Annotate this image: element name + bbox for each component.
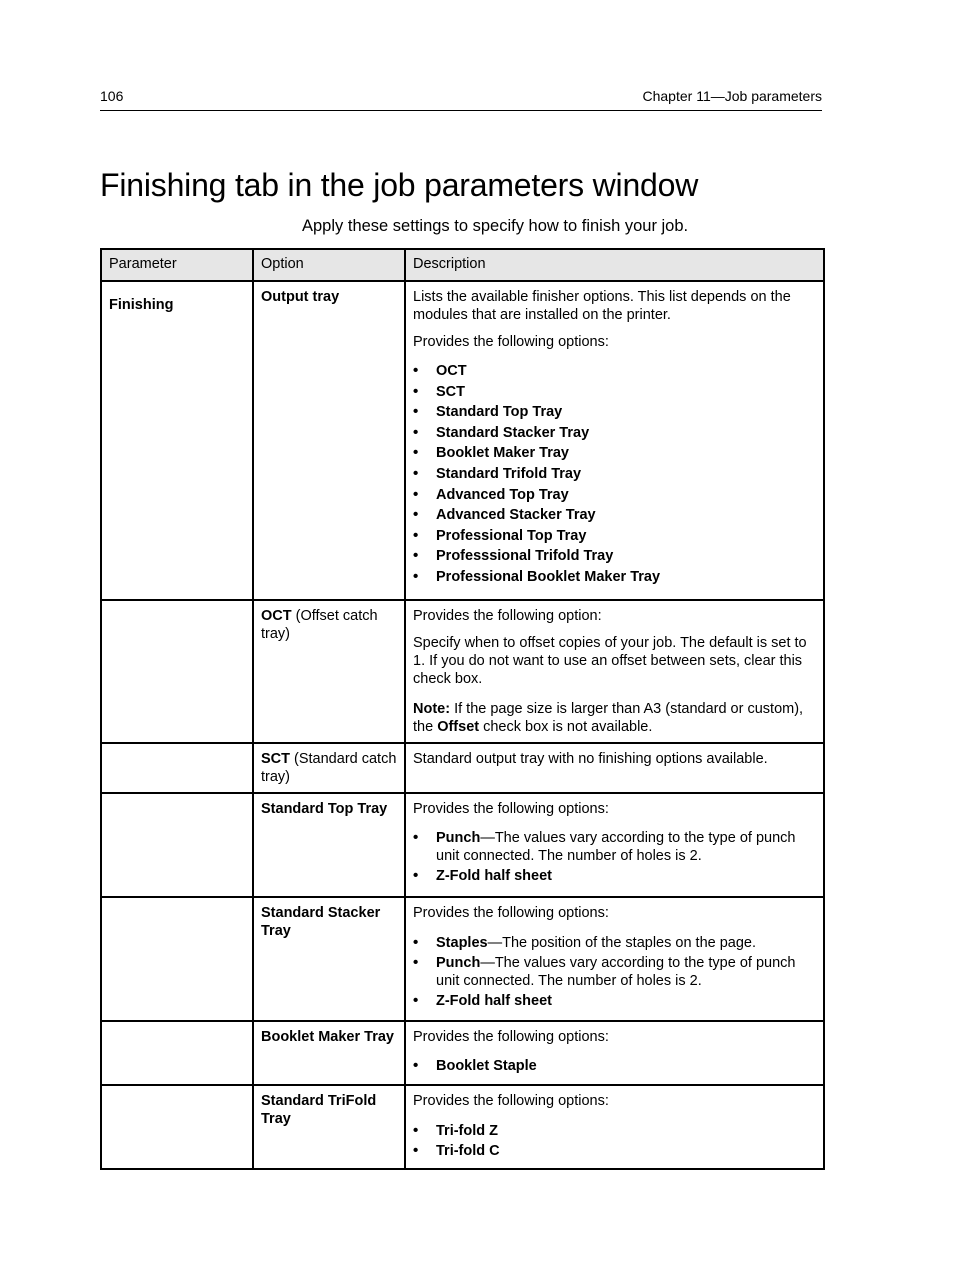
chapter-title: Chapter 11—Job parameters: [642, 88, 822, 104]
standard-top-list: [413, 829, 816, 885]
list-item: • Booklet Staple: [413, 1057, 816, 1075]
output-tray-list: [413, 362, 816, 586]
list-item: • Standard Trifold Tray: [413, 465, 816, 483]
parameter-cell: [101, 743, 253, 793]
description-text: Provides the following options:: [413, 1093, 609, 1109]
table-row: [101, 897, 824, 1021]
description-text: Provides the following options:: [413, 334, 609, 350]
description-cell: [405, 897, 824, 1021]
description-cell: [405, 600, 824, 743]
parameter-finishing: Finishing: [109, 297, 174, 313]
table-row: [101, 1085, 824, 1169]
description-text: Specify when to offset copies of your job. The default is set to 1. If you do not want to use an offset between sets, clear this check box.: [413, 635, 807, 687]
table-row: [101, 743, 824, 793]
option-cell: [253, 281, 405, 600]
option-sct: SCT: [261, 751, 290, 767]
option-standard-stacker-tray: Standard Stacker Tray: [261, 905, 381, 939]
intro-text: Apply these settings to specify how to finish your job.: [302, 217, 689, 235]
page-header: [100, 88, 822, 111]
list-item: • Booklet Maker Tray: [413, 444, 816, 462]
list-item: • Standard Top Tray: [413, 403, 816, 421]
header-parameter: Parameter: [101, 249, 253, 281]
description-cell: [405, 1085, 824, 1169]
parameter-cell: [101, 897, 253, 1021]
table-header-row: [101, 249, 824, 281]
list-item: • SCT: [413, 383, 816, 401]
description-text: Provides the following option:: [413, 608, 602, 624]
option-output-tray: Output tray: [261, 289, 340, 305]
description-cell: [405, 281, 824, 600]
parameter-cell: [101, 1021, 253, 1085]
description-cell: [405, 1021, 824, 1085]
list-item: • Professional Booklet Maker Tray: [413, 568, 816, 586]
list-item: • Advanced Top Tray: [413, 486, 816, 504]
list-item: • Tri-fold C: [413, 1142, 816, 1160]
list-item: • Z-Fold half sheet: [413, 992, 816, 1010]
option-cell: [253, 1085, 405, 1169]
table-row: [101, 600, 824, 743]
list-item: • Professional Top Tray: [413, 527, 816, 545]
list-item: • Advanced Stacker Tray: [413, 506, 816, 524]
description-cell: [405, 793, 824, 897]
option-standard-top-tray: Standard Top Tray: [261, 801, 388, 817]
table-row: [101, 1021, 824, 1085]
option-cell: OCT (Offset catch tray): [253, 600, 405, 743]
parameter-cell: [101, 1085, 253, 1169]
list-item: • Punch—The values vary according to the type of punch unit connected. The number of holes is 2.: [413, 954, 816, 990]
parameter-cell: [101, 281, 253, 600]
booklet-list: [413, 1057, 816, 1075]
option-oct: OCT: [261, 608, 292, 624]
list-item: • Tri-fold Z: [413, 1122, 816, 1140]
list-item: • Professsional Trifold Tray: [413, 547, 816, 565]
list-item: • Staples—The position of the staples on the page.: [413, 934, 816, 952]
list-item: • Z-Fold half sheet: [413, 867, 816, 885]
description-text: Provides the following options:: [413, 1029, 609, 1045]
list-item: • Standard Stacker Tray: [413, 424, 816, 442]
option-standard-trifold-tray: Standard TriFold Tray: [261, 1093, 377, 1127]
header-option: Option: [253, 249, 405, 281]
header-description: Description: [405, 249, 824, 281]
option-cell: [253, 793, 405, 897]
table-row: [101, 281, 824, 600]
trifold-list: [413, 1122, 816, 1160]
option-booklet-maker-tray: Booklet Maker Tray: [261, 1029, 394, 1045]
description-text: Provides the following options:: [413, 801, 609, 817]
parameters-table: [100, 248, 825, 1170]
description-cell: Standard output tray with no finishing options available.: [405, 743, 824, 793]
note-text: Note: If the page size is larger than A3 (standard or custom), the Offset check box is not available.: [413, 701, 804, 735]
standard-stacker-list: [413, 934, 816, 1010]
option-cell: SCT (Standard catch tray): [253, 743, 405, 793]
parameter-cell: [101, 793, 253, 897]
list-item: • Punch—The values vary according to the type of punch unit connected. The number of holes is 2.: [413, 829, 816, 865]
option-cell: [253, 897, 405, 1021]
list-item: • OCT: [413, 362, 816, 380]
page-number: 106: [100, 88, 124, 104]
description-text: Lists the available finisher options. This list depends on the modules that are installed on the printer.: [413, 289, 791, 323]
page-title: Finishing tab in the job parameters window: [100, 167, 699, 203]
description-text: Provides the following options:: [413, 905, 609, 921]
table-row: [101, 793, 824, 897]
option-cell: [253, 1021, 405, 1085]
parameter-cell: [101, 600, 253, 743]
